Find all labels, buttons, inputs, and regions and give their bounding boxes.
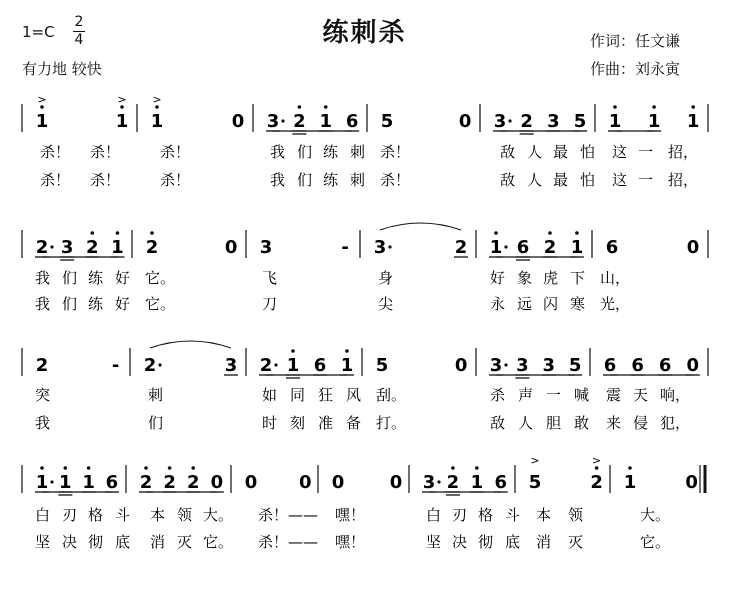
note: 3 — [422, 472, 436, 493]
lyric-syllable: 灭 — [177, 533, 193, 551]
lyric-syllable: 人 — [527, 143, 543, 161]
note: 1 — [286, 355, 300, 376]
lyric-syllable: 白 — [35, 506, 51, 524]
lyric-syllable: 格 — [478, 506, 494, 524]
augmentation-dot — [50, 480, 53, 483]
octave-dot — [298, 105, 302, 109]
slur — [380, 223, 461, 230]
lyric-syllable: 练 — [323, 171, 339, 189]
lyric-syllable: 最 — [553, 171, 569, 189]
note: 2 — [35, 237, 49, 258]
octave-dot — [628, 466, 632, 470]
note: 2 — [143, 355, 157, 376]
note: 6 — [516, 237, 530, 258]
lyric-syllable: 嘿！ — [335, 533, 366, 551]
octave-dot — [494, 231, 498, 235]
lyric-syllable: 胆 — [546, 414, 562, 432]
time-signature-top: 2 — [74, 14, 84, 30]
lyric-syllable: 杀！—— — [258, 506, 319, 524]
octave-dot — [191, 466, 195, 470]
lyric-syllable: 怕 — [580, 171, 596, 189]
note: 3 — [542, 355, 556, 376]
lyric-syllable: 领 — [177, 506, 193, 524]
lyric-syllable: 声 — [518, 386, 534, 404]
note: 2 — [139, 472, 153, 493]
note: 1 — [489, 237, 503, 258]
lyric-syllable: 飞 — [262, 269, 278, 287]
note: 1 — [340, 355, 354, 376]
lyric-syllable: 们 — [62, 269, 78, 287]
lyric-syllable: 刃 — [452, 506, 468, 524]
lyric-syllable: 刻 — [290, 414, 306, 432]
note: 3 — [224, 355, 238, 376]
note: 1 — [82, 472, 95, 493]
lyric-syllable: 消 — [150, 533, 166, 551]
lyric-syllable: 杀！ — [40, 143, 71, 161]
lyric-syllable: 犯， — [660, 414, 691, 432]
note: 0 — [331, 472, 345, 493]
lyric-syllable: 一 — [546, 386, 562, 404]
note: 2 — [35, 355, 49, 376]
lyric-syllable: 白 — [426, 506, 442, 524]
lyric-syllable: 彻 — [88, 533, 104, 551]
lyric-syllable: 闪 — [543, 295, 559, 313]
accent-mark: > — [530, 454, 540, 467]
octave-dot — [613, 105, 617, 109]
octave-dot — [548, 231, 552, 235]
time-signature-bottom: 4 — [74, 32, 84, 48]
note: 2 — [145, 237, 159, 258]
lyric-syllable: 风 — [346, 386, 362, 404]
note: 0 — [231, 111, 245, 132]
lyric-syllable: 光， — [600, 295, 631, 313]
octave-dot — [150, 231, 154, 235]
lyric-syllable: 练 — [323, 143, 339, 161]
lyric-syllable: 坚 — [35, 533, 51, 551]
lyric-syllable: 杀！ — [160, 171, 191, 189]
note: 0 — [299, 472, 312, 493]
lyric-syllable: 决 — [452, 533, 468, 551]
lyric-syllable: 刺 — [350, 143, 366, 161]
note: 0 — [224, 237, 238, 258]
lyric-syllable: 突 — [35, 386, 51, 404]
note: 2 — [186, 472, 200, 493]
note: 6 — [605, 237, 619, 258]
lyric-syllable: 它。 — [145, 269, 176, 287]
lyric-syllable: 响， — [660, 386, 691, 404]
lyric-syllable: 嘿！ — [335, 506, 366, 524]
lyric-syllable: 大。 — [203, 506, 234, 524]
octave-dot — [90, 231, 94, 235]
note: 1 — [150, 111, 164, 132]
lyric-syllable: 一 — [638, 143, 654, 161]
note: 2 — [86, 237, 99, 258]
note: 2 — [590, 472, 603, 493]
lyric-syllable: 灭 — [568, 533, 584, 551]
lyric-syllable: 本 — [150, 506, 166, 524]
note: 6 — [105, 472, 119, 493]
lyric-syllable: 人 — [518, 414, 534, 432]
lyric-syllable: 斗 — [115, 506, 131, 524]
octave-dot — [64, 466, 68, 470]
note: 0 — [454, 355, 468, 376]
augmentation-dot — [437, 480, 440, 483]
lyric-syllable: 我 — [270, 143, 286, 161]
note: 1 — [647, 111, 661, 132]
lyric-syllable: 敢 — [574, 414, 590, 432]
lyric-syllable: 准 — [318, 414, 334, 432]
note: 2 — [293, 111, 306, 132]
lyric-syllable: 下 — [570, 269, 586, 287]
note: 6 — [603, 355, 617, 376]
lyric-syllable: 永 — [490, 295, 506, 313]
lyric-syllable: 这 — [612, 143, 628, 161]
lyric-syllable: 们 — [297, 171, 313, 189]
lyric-syllable: 一 — [638, 171, 654, 189]
lyric-syllable: 敌 — [500, 143, 516, 161]
note: 2 — [543, 237, 557, 258]
note: 3 — [259, 237, 273, 258]
octave-dot — [451, 466, 455, 470]
lyric-syllable: 杀！ — [90, 143, 121, 161]
lyric-syllable: 我 — [270, 171, 286, 189]
octave-dot — [291, 349, 295, 353]
octave-dot — [652, 105, 656, 109]
note: 6 — [345, 111, 359, 132]
augmentation-dot — [158, 363, 161, 366]
lyric-syllable: 领 — [568, 506, 584, 524]
lyric-syllable: 好 — [490, 269, 506, 287]
lyric-syllable: 敌 — [490, 414, 506, 432]
note: 3 — [516, 355, 529, 376]
note: 1 — [470, 472, 484, 493]
note: 3 — [60, 237, 74, 258]
augmentation-dot — [508, 119, 511, 122]
lyric-syllable: 天 — [633, 386, 649, 404]
lyric-syllable: 虎 — [543, 269, 559, 287]
lyric-syllable: 我 — [35, 295, 51, 313]
note: 2 — [454, 237, 468, 258]
lyric-syllable: 它。 — [203, 533, 234, 551]
augmentation-dot — [274, 363, 277, 366]
lyric-syllable: 杀！ — [380, 171, 411, 189]
lyric-syllable: 喊 — [574, 386, 590, 404]
lyric-syllable: 们 — [148, 414, 164, 432]
note: 3 — [373, 237, 387, 258]
lyric-syllable: 尖 — [378, 295, 394, 313]
composer: 作曲：刘永寅 — [590, 60, 681, 78]
lyric-syllable: 杀！ — [380, 143, 411, 161]
octave-dot — [168, 466, 172, 470]
accent-mark: > — [117, 93, 127, 106]
note: 0 — [686, 355, 700, 376]
song-title: 练刺杀 — [322, 18, 407, 48]
octave-dot — [475, 466, 479, 470]
note: 0 — [686, 237, 700, 258]
lyric-syllable: 身 — [378, 269, 394, 287]
lyric-syllable: 招， — [668, 171, 699, 189]
lyric-syllable: 刺 — [148, 386, 164, 404]
lyric-syllable: 怕 — [580, 143, 596, 161]
lyric-syllable: 杀！ — [160, 143, 191, 161]
note: 0 — [389, 472, 403, 493]
lyric-syllable: 练 — [88, 295, 104, 313]
lyric-syllable: 刺 — [350, 171, 366, 189]
octave-dot — [40, 466, 44, 470]
lyric-syllable: 我 — [35, 414, 51, 432]
lyric-syllable: 如 — [262, 386, 278, 404]
lyric-syllable: 敌 — [500, 171, 516, 189]
note: 1 — [35, 472, 49, 493]
note: 5 — [528, 472, 542, 493]
lyric-syllable: 格 — [88, 506, 104, 524]
lyric-syllable: 杀 — [490, 386, 506, 404]
note: 0 — [685, 472, 698, 493]
lyric-syllable: 打。 — [376, 414, 407, 432]
lyric-syllable: 杀！ — [40, 171, 71, 189]
lyric-syllable: 象 — [517, 269, 533, 287]
note: 1 — [686, 111, 700, 132]
lyric-syllable: 坚 — [426, 533, 442, 551]
lyric-syllable: 最 — [553, 143, 569, 161]
note: 3 — [493, 111, 507, 132]
note: 5 — [375, 355, 389, 376]
note: - — [111, 355, 120, 376]
note: 2 — [446, 472, 460, 493]
augmentation-dot — [504, 245, 507, 248]
lyric-syllable: 底 — [505, 533, 521, 551]
lyric-syllable: 它。 — [640, 533, 671, 551]
lyric-syllable: 们 — [297, 143, 313, 161]
lyric-syllable: 消 — [536, 533, 552, 551]
lyric-syllable: 决 — [62, 533, 78, 551]
lyric-syllable: 大。 — [640, 506, 671, 524]
lyric-syllable: 本 — [536, 506, 552, 524]
augmentation-dot — [281, 119, 284, 122]
slur — [150, 341, 231, 348]
lyric-syllable: 同 — [290, 386, 306, 404]
octave-dot — [575, 231, 579, 235]
note: 1 — [608, 111, 622, 132]
note: 2 — [163, 472, 176, 493]
augmentation-dot — [504, 363, 507, 366]
augmentation-dot — [388, 245, 391, 248]
octave-dot — [324, 105, 328, 109]
octave-dot — [116, 231, 120, 235]
note: 1 — [111, 237, 124, 258]
note: 1 — [59, 472, 72, 493]
lyric-syllable: 底 — [115, 533, 131, 551]
note: 1 — [570, 237, 584, 258]
lyric-syllable: 杀！—— — [258, 533, 319, 551]
accent-mark: > — [37, 93, 47, 106]
note: 2 — [259, 355, 273, 376]
note: 1 — [35, 111, 49, 132]
accent-mark: > — [592, 454, 602, 467]
accent-mark: > — [152, 93, 162, 106]
key-signature: 1=C — [22, 23, 55, 41]
note: 6 — [494, 472, 508, 493]
lyric-syllable: 们 — [62, 295, 78, 313]
lyric-syllable: 山， — [600, 269, 631, 287]
octave-dot — [87, 466, 91, 470]
lyric-syllable: 这 — [612, 171, 628, 189]
note: 1 — [623, 472, 637, 493]
note: - — [341, 237, 349, 258]
note: 3 — [489, 355, 503, 376]
lyric-syllable: 我 — [35, 269, 51, 287]
lyric-syllable: 震 — [606, 386, 622, 404]
lyric-syllable: 时 — [262, 414, 278, 432]
note: 3 — [547, 111, 560, 132]
augmentation-dot — [50, 245, 53, 248]
lyric-syllable: 狂 — [318, 386, 334, 404]
tempo-marking: 有力地 较快 — [22, 60, 102, 78]
lyric-syllable: 好 — [115, 295, 131, 313]
lyric-syllable: 刀 — [262, 295, 278, 313]
lyric-syllable: 杀！ — [90, 171, 121, 189]
note: 3 — [266, 111, 280, 132]
octave-dot — [144, 466, 148, 470]
note: 1 — [115, 111, 129, 132]
lyric-syllable: 备 — [346, 414, 362, 432]
lyric-syllable: 好 — [115, 269, 131, 287]
note: 5 — [568, 355, 582, 376]
octave-dot — [345, 349, 349, 353]
note: 0 — [210, 472, 224, 493]
lyric-syllable: 刃 — [62, 506, 78, 524]
lyric-syllable: 寒 — [570, 295, 586, 313]
note: 6 — [658, 355, 672, 376]
lyric-syllable: 它。 — [145, 295, 176, 313]
lyric-syllable: 斗 — [505, 506, 521, 524]
lyricist: 作词：任文谦 — [590, 32, 681, 50]
note: 0 — [458, 111, 472, 132]
note: 0 — [244, 472, 258, 493]
note: 2 — [520, 111, 533, 132]
note: 6 — [631, 355, 644, 376]
lyric-syllable: 来 — [606, 414, 622, 432]
note: 1 — [319, 111, 333, 132]
lyric-syllable: 人 — [527, 171, 543, 189]
lyric-syllable: 远 — [517, 295, 533, 313]
note: 5 — [380, 111, 394, 132]
lyric-syllable: 招， — [668, 143, 699, 161]
lyric-syllable: 彻 — [478, 533, 494, 551]
lyric-syllable: 刮。 — [376, 386, 407, 404]
lyric-syllable: 侵 — [633, 414, 649, 432]
lyric-syllable: 练 — [88, 269, 104, 287]
octave-dot — [691, 105, 695, 109]
note: 5 — [573, 111, 587, 132]
note: 6 — [313, 355, 327, 376]
